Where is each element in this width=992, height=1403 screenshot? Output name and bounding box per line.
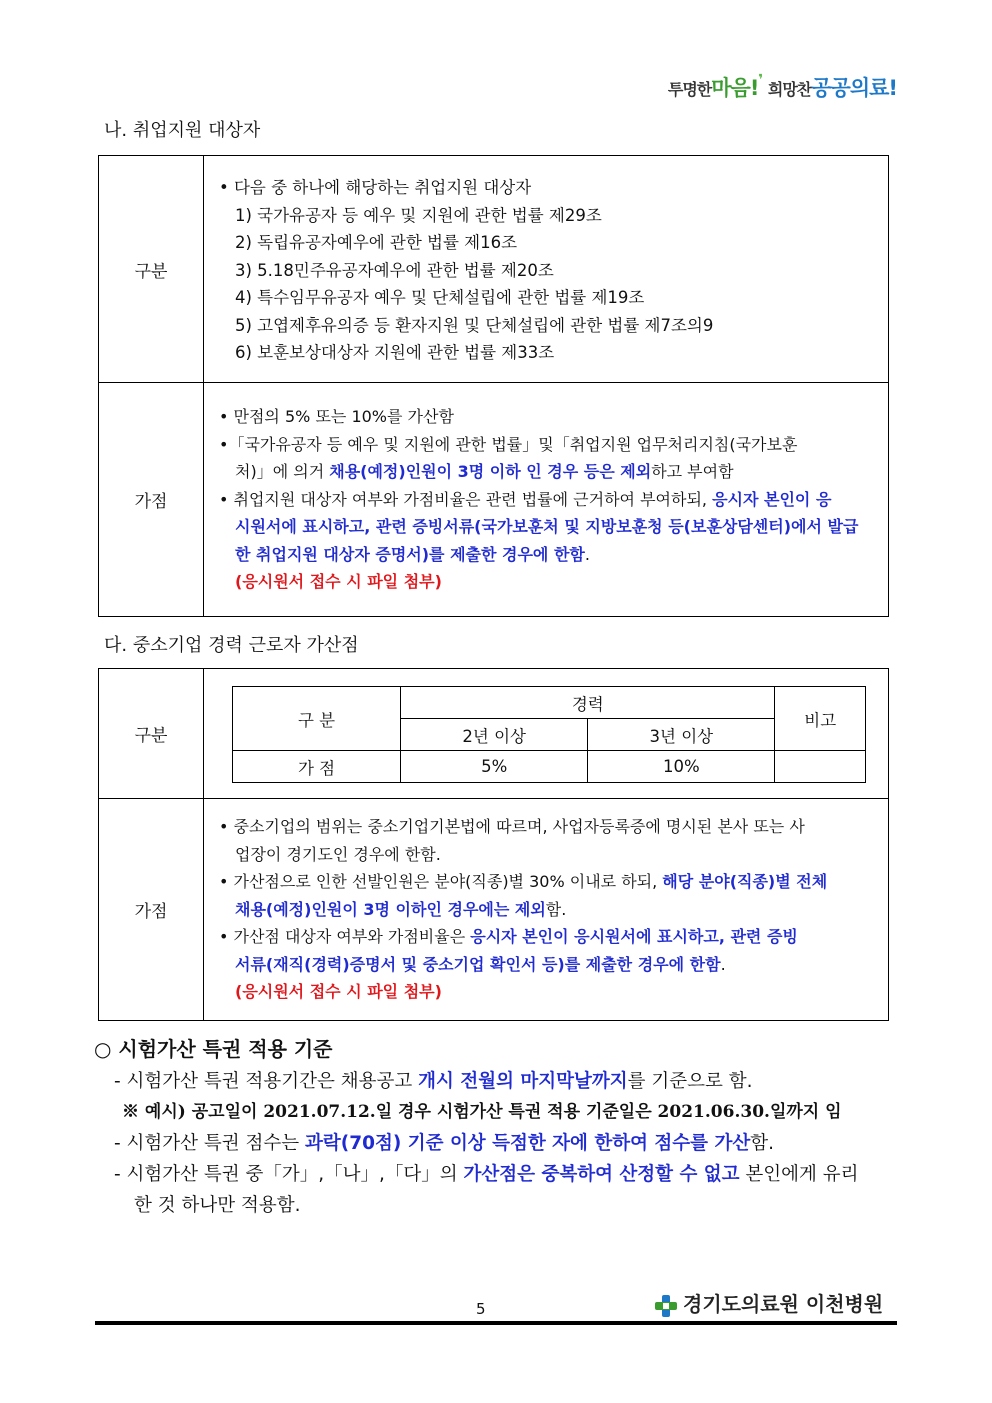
criteria-line: 한 것 하나만 적용함. (134, 1195, 301, 1216)
bonus-line: 시원서에 표시하고, 관련 증빙서류(국가보훈처 및 지방보훈청 등(보훈상담센터)에서 발급 (235, 517, 859, 537)
section-da-heading: 다. 중소기업 경력 근로자 가산점 (104, 635, 359, 656)
criteria-line: - 시험가산 특권 중「가」,「나」,「다」의 가산점은 중복하여 산정할 수 없고 본인에게 유리 (114, 1164, 859, 1185)
bonus-line: • 가산점으로 인한 선발인원은 분야(직종)별 30% 이내로 하되, 해당 분야(직종)별 전체 (219, 872, 828, 892)
slogan-part2: 마음! (711, 76, 759, 100)
law-item: 5) 고엽제후유의증 등 환자지원 및 단체설립에 관한 법률 제7조의9 (235, 315, 714, 335)
slogan-part4: 공공의료! (811, 76, 897, 100)
leaf-icon: ❜ (758, 72, 763, 88)
bonus-line: • 만점의 5% 또는 10%를 가산함 (219, 407, 454, 427)
bonus-line: • 가산점 대상자 여부와 가점비율은 응시자 본인이 응시원서에 표시하고, 관련 증빙 (219, 927, 798, 947)
exam-criteria-title: ○ 시험가산 특권 적용 기준 (94, 1037, 333, 1061)
row-label-category: 구분 (99, 156, 204, 383)
attachment-note: (응시원서 접수 시 파일 첨부) (235, 572, 442, 592)
page-number: 5 (476, 1300, 486, 1318)
category-cell (204, 156, 889, 383)
row-label-bonus: 가점 (99, 383, 204, 617)
section-na-table (98, 155, 889, 617)
law-item: 6) 보훈보상대상자 지원에 관한 법률 제33조 (235, 343, 555, 363)
bonus-line: • 취업지원 대상자 여부와 가점비율은 관련 법률에 근거하여 부여하되, 응시자 본인이 응 (219, 489, 832, 509)
career-bonus-table (232, 686, 866, 783)
law-item: 4) 특수임무유공자 예우 및 단체설립에 관한 법률 제19조 (235, 288, 645, 308)
law-item: 2) 독립유공자예우에 관한 법률 제16조 (235, 233, 518, 253)
col-header-category: 구 분 (233, 687, 401, 751)
medical-cross-icon (655, 1295, 677, 1317)
bonus-cell (204, 799, 889, 1021)
category-intro: • 다음 중 하나에 해당하는 취업지원 대상자 (219, 178, 532, 198)
bonus-line: • 중소기업의 범위는 중소기업기본법에 따르며, 사업자등록증에 명시된 본사 또는 사 (219, 817, 805, 837)
org-logo (655, 1288, 883, 1317)
col-header-3yr: 3년 이상 (588, 719, 775, 751)
bonus-line: 서류(재직(경력)증명서 및 중소기업 확인서 등)를 제출한 경우에 한함. (235, 954, 726, 974)
cell-2yr: 5% (401, 751, 588, 783)
law-item: 1) 국가유공자 등 예우 및 지원에 관한 법률 제29조 (235, 205, 602, 225)
org-name: 경기도의료원 이천병원 (683, 1292, 884, 1316)
slogan-part1: 투명한 (667, 80, 712, 99)
bonus-cell (204, 383, 889, 617)
exam-criteria-body (114, 1066, 904, 1221)
col-header-career: 경력 (401, 687, 775, 719)
bonus-line: 처)」에 의거 채용(예정)인원이 3명 이하 인 경우 등은 제외하고 부여함 (235, 462, 734, 482)
header-slogan (668, 72, 897, 102)
law-item: 3) 5.18민주유공자예우에 관한 법률 제20조 (235, 260, 554, 280)
criteria-example: ※ 예시) 공고일이 2021.07.12.일 경우 시험가산 특권 적용 기준일은 2021.06.30.일까지 임 (122, 1102, 842, 1122)
bonus-line: 업장이 경기도인 경우에 한함. (235, 844, 441, 864)
bonus-line: 한 취업지원 대상자 증명서)를 제출한 경우에 한함. (235, 544, 590, 564)
col-header-2yr: 2년 이상 (401, 719, 588, 751)
criteria-line: - 시험가산 특권 적용기간은 채용공고 개시 전월의 마지막날까지를 기준으로 함. (114, 1071, 753, 1092)
bonus-line: •「국가유공자 등 예우 및 지원에 관한 법률」및「취업지원 업무처리지침(국가보훈 (219, 434, 798, 454)
attachment-note: (응시원서 접수 시 파일 첨부) (235, 982, 442, 1002)
criteria-line: - 시험가산 특권 점수는 과락(70점) 기준 이상 득점한 자에 한하여 점수를 가산함. (114, 1133, 774, 1154)
footer-rule (95, 1321, 897, 1325)
slogan-part3: 희망찬 (767, 80, 812, 99)
col-header-note: 비고 (775, 687, 866, 751)
row-label-bonus: 가점 (99, 799, 204, 1021)
row-label-bonus-points: 가 점 (233, 751, 401, 783)
cell-note (775, 751, 866, 783)
bonus-line: 채용(예정)인원이 3명 이하인 경우에는 제외함. (235, 899, 567, 919)
row-label-category: 구분 (99, 669, 204, 799)
cell-3yr: 10% (588, 751, 775, 783)
section-na-heading: 나. 취업지원 대상자 (104, 120, 261, 141)
